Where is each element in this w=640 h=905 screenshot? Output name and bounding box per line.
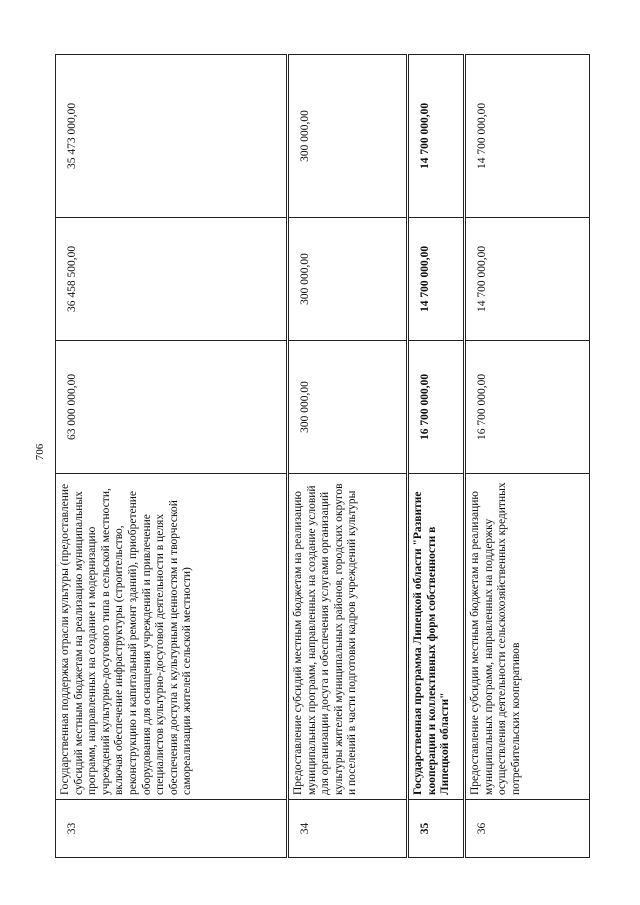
amount-year-2: 14 700 000,00 xyxy=(408,217,465,340)
amount-year-3: 14 700 000,00 xyxy=(465,54,590,217)
table-row xyxy=(288,54,408,857)
amount-year-2: 14 700 000,00 xyxy=(465,217,590,340)
row-description: Предоставление субсидий местным бюджетам на реализацию муниципальных программ, направленных на создание условий для организации досуга и обеспечения услугами организаций культуры жителей муниципальных районов, городских округов и поселений в части подготовки кадров учреждений культуры xyxy=(288,473,408,799)
row-number: 33 xyxy=(56,800,288,858)
row-number: 36 xyxy=(465,800,590,858)
row-number: 35 xyxy=(408,800,465,858)
amount-year-3: 14 700 000,00 xyxy=(408,54,465,217)
amount-year-1: 16 700 000,00 xyxy=(408,340,465,473)
amount-year-3: 35 473 000,00 xyxy=(56,54,288,217)
page-number: 706 xyxy=(34,443,46,461)
table-row xyxy=(56,54,288,857)
rotated-page-content xyxy=(55,55,590,858)
budget-table xyxy=(55,54,590,858)
row-description: Государственная программа Липецкой области "Развитие кооперации и коллективных форм собственности в Липецкой области" xyxy=(408,473,465,799)
row-number: 34 xyxy=(288,800,408,858)
amount-year-2: 36 458 500,00 xyxy=(56,217,288,340)
table-row xyxy=(408,54,465,857)
row-description: Государственная поддержка отрасли культуры (предоставление субсидий местным бюджетам на реализацию муниципальных программ, направленных на создание и модернизацию учреждений культурно-досугового типа в сельской местности, включая обеспечение инфраструктуры (строительство, реконструкцию и капитальный ремонт зданий), приобретение оборудования для оснащения учреждений и привлечение специалистов культурно-досуговой деятельности в целях обеспечения доступа к культурным ценностям и творческой самореализации жителей сельской местности) xyxy=(56,473,288,799)
amount-year-1: 63 000 000,00 xyxy=(56,340,288,473)
row-description: Предоставление субсидии местным бюджетам на реализацию муниципальных программ, направленных на поддержку осуществления деятельности сельскохозяйственных кредитных потребительских кооперативов xyxy=(465,473,590,799)
table-row xyxy=(465,54,590,857)
amount-year-1: 300 000,00 xyxy=(288,340,408,473)
amount-year-1: 16 700 000,00 xyxy=(465,340,590,473)
amount-year-2: 300 000,00 xyxy=(288,217,408,340)
amount-year-3: 300 000,00 xyxy=(288,54,408,217)
